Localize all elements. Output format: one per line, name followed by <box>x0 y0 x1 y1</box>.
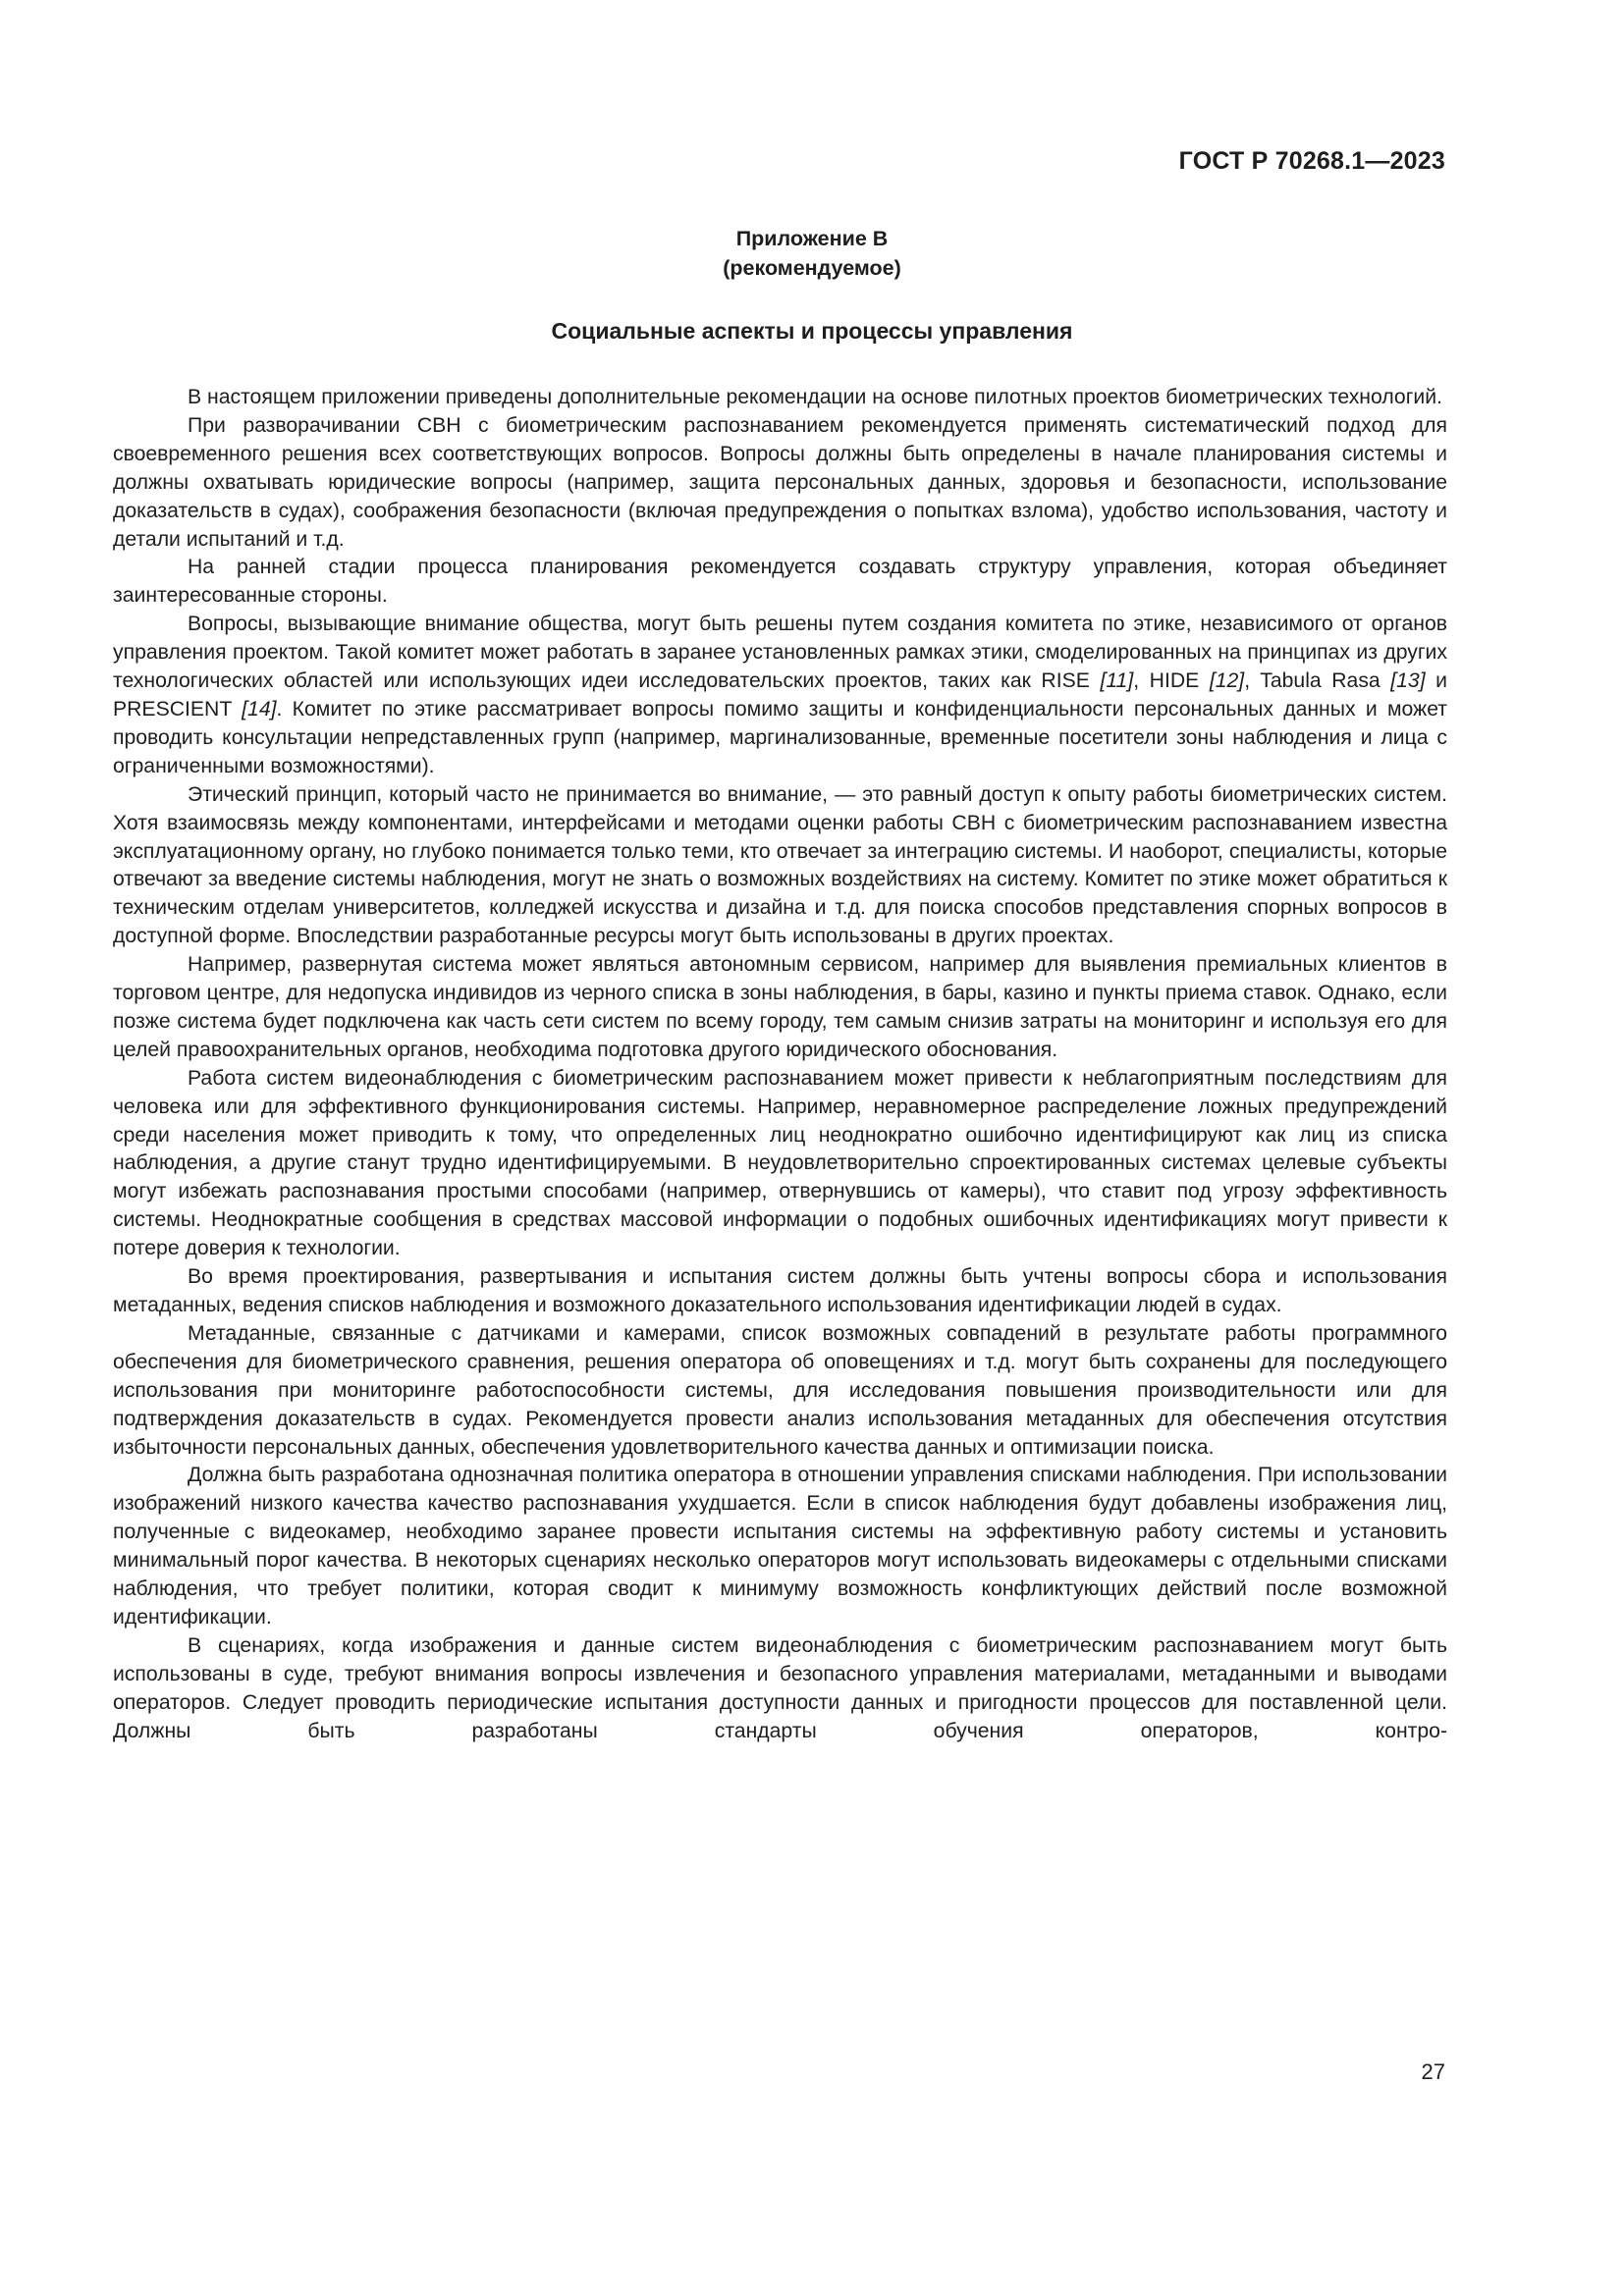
paragraph: На ранней стадии процесса планирования рекомендуется создавать структуру управления, которая объединяет заинтересованные стороны. <box>113 556 1447 608</box>
appendix-title: Приложение В <box>735 227 889 250</box>
paragraph-continued: В сценариях, когда изображения и данные систем видеонаблюдения с биометрическим распознаванием могут быть использованы в суде, требуют внимания вопросы извлечения и безопасного управления материалами, метаданными и выводами операторов. Следует проводить периодические испытания доступности данных и пригодности процессов для поставленной цели. Должны быть разработаны стандарты обучения операторов, контро- <box>113 1633 1447 1742</box>
paragraph: Метаданные, связанные с датчиками и камерами, список возможных совпадений в результате работы программного обеспечения для биометрического сравнения, решения оператора об оповещениях и т.д. могут быть сохранены для последующего использования при мониторинге работоспособности системы, для исследования повышения производительности или для подтверждения доказательств в судах. Рекомендуется провести анализ использования метаданных для обеспечения отсутствия избыточности персональных данных, обеспечения удовлетворительного качества данных и оптимизации поиска. <box>113 1321 1447 1459</box>
paragraph: Во время проектирования, развертывания и испытания систем должны быть учтены вопросы сбора и использования метаданных, ведения списков наблюдения и возможного доказательного использования идентификации людей в судах. <box>113 1265 1447 1316</box>
paragraph: Этический принцип, который часто не принимается во внимание, — это равный доступ к опыту работы биометрических систем. Хотя взаимосвязь между компонентами, интерфейсами и методами оценки работы СВН с биометрическим распознаванием известна эксплуатационному органу, но глубоко понимается только теми, кто отвечает за интеграцию системы. И наоборот, специалисты, которые отвечают за введение системы наблюдения, могут не знать о возможных воздействиях на систему. Комитет по этике может обратиться к техническим отделам университетов, колледжей искусства и дизайна и т.д. для поиска способов представления спорных вопросов в доступной форме. Впоследствии разработанные ресурсы могут быть использованы в других проектах. <box>113 782 1447 948</box>
section-title: Социальные аспекты и процессы управления <box>551 318 1073 344</box>
appendix-status: (рекомендуемое) <box>723 256 901 280</box>
reference-link: [14] <box>242 697 277 721</box>
text-span: . Комитет по этике рассматривает вопросы помимо защиты и конфиденциальности персональных данных и может проводить консультации непредставленных групп (например, маргинализованные, временные посетители зоны наблюдения и лица с ограниченными возможностями). <box>113 697 1448 777</box>
text-span: Вопросы, вызывающие внимание общества, могут быть решены путем создания комитета по этике, независимого от органов управления проектом. Такой комитет может работать в заранее установленных рамках этики, смоделированных на принципах из других технологических областей или использующих идеи исследовательских проектов, таких как RISE <box>113 613 1447 693</box>
paragraph: Работа систем видеонаблюдения с биометрическим распознаванием может привести к неблагоприятным последствиям для человека или для эффективного функционирования системы. Например, неравномерное распределение ложных предупреждений среди населения может приводить к тому, что определенных лиц неоднократно ошибочно идентифицируют как лиц из списка наблюдения, а другие станут трудно идентифицируемыми. В неудовлетворительно спроектированных системах целевые субъекты могут избежать распознавания простыми способами (например, отвернувшись от камеры), что ставит под угрозу эффективность системы. Неоднократные сообщения в средствах массовой информации о подобных ошибочных идентификациях могут привести к потере доверия к технологии. <box>113 1066 1447 1260</box>
text-span: и PRESCIENT <box>113 669 1448 721</box>
page-number: 27 <box>1421 2059 1445 2084</box>
reference-link: [12] <box>1209 669 1245 693</box>
paragraph: В настоящем приложении приведены дополнительные рекомендации на основе пилотных проектов биометрических технологий. <box>188 386 1442 408</box>
text-span: , HIDE <box>1133 669 1210 693</box>
document-code: ГОСТ Р 70268.1—2023 <box>1178 147 1445 175</box>
reference-link: [11] <box>1100 669 1134 693</box>
paragraph: Например, развернутая система может являться автономным сервисом, например для выявления премиальных клиентов в торговом центре, для недопуска индивидов из черного списка в зоны наблюдения, в бары, казино и пункты приема ставок. Однако, если позже система будет подключена как часть сети систем по всему городу, тем самым снизив затраты на мониторинг и используя его для целей правоохранительных органов, необходима подготовка другого юридического обоснования. <box>113 953 1447 1061</box>
paragraph: Должна быть разработана однозначная политика оператора в отношении управления списками наблюдения. При использовании изображений низкого качества качество распознавания ухудшается. Если в список наблюдения будут добавлены изображения лиц, полученные с видеокамер, необходимо заранее провести испытания системы на эффективную работу системы и установить минимальный порог качества. В некоторых сценариях несколько операторов могут использовать видеокамеры с отдельными списками наблюдения, что требует политики, которая сводит к минимуму возможность конфликтующих действий после возможной идентификации. <box>113 1464 1447 1629</box>
appendix-heading <box>0 224 1624 283</box>
reference-link: [13] <box>1390 669 1426 693</box>
paragraph: При разворачивании СВН с биометрическим распознаванием рекомендуется применять систематический подход для своевременного решения всех соответствующих вопросов. Вопросы должны быть определены в начале планирования системы и должны охватывать юридические вопросы (например, защита персональных данных, здоровья и безопасности, использование доказательств в судах), соображения безопасности (включая предупреждения о попытках взлома), удобство использования, частоту и детали испытаний и т.д. <box>113 413 1447 551</box>
paragraph-ethics-committee <box>113 611 1447 780</box>
body-text <box>113 384 1447 1746</box>
text-span: , Tabula Rasa <box>1244 669 1391 693</box>
